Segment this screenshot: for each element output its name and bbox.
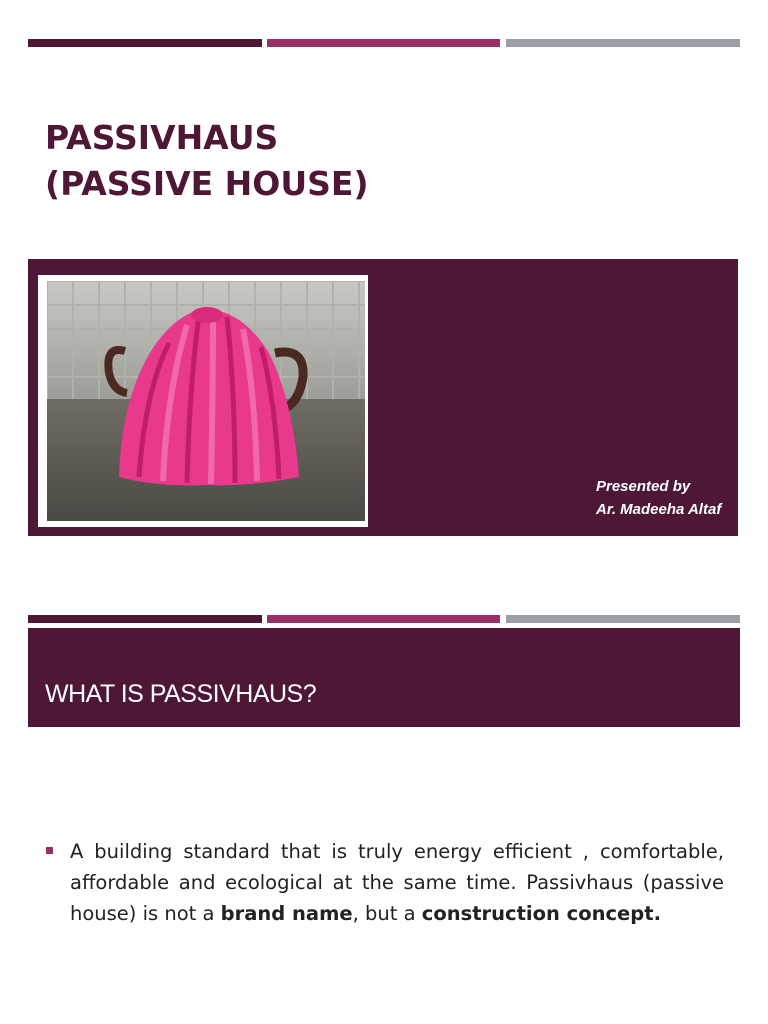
bullet-item (46, 836, 724, 929)
title-banner (28, 259, 738, 536)
bullet-bold-brand-name: brand name (220, 902, 353, 925)
presenter-label: Presented by (596, 478, 691, 495)
accent-bar-mid-2 (267, 615, 500, 623)
bullet-text-part1: A building standard that is truly energy efficient , comfortable, affordable and ecological at the same time. Passivhaus (passive house) is not a (70, 840, 724, 925)
section-header (28, 628, 740, 727)
bullet-text (70, 836, 724, 929)
bullet-square-icon (46, 847, 53, 854)
teapot-cosy-photo (38, 275, 368, 527)
presenter-credit (596, 475, 721, 521)
accent-bar-dark (28, 39, 262, 47)
accent-bar-dark-2 (28, 615, 262, 623)
bullet-bold-construction-concept: construction concept. (421, 902, 661, 925)
teapot-cosy-illustration (47, 281, 365, 521)
accent-bar-grey-2 (506, 615, 740, 623)
slide-title-line2: (PASSIVE HOUSE) (45, 164, 369, 203)
presenter-name: Ar. Madeeha Altaf (596, 501, 722, 518)
slide-title (45, 115, 369, 207)
accent-bar-grey (506, 39, 740, 47)
accent-bar-mid (267, 39, 500, 47)
section-heading: WHAT IS PASSIVHAUS? (45, 680, 317, 708)
slide-title-line1: PASSIVHAUS (45, 118, 279, 157)
bullet-text-part2: , but a (352, 902, 422, 925)
